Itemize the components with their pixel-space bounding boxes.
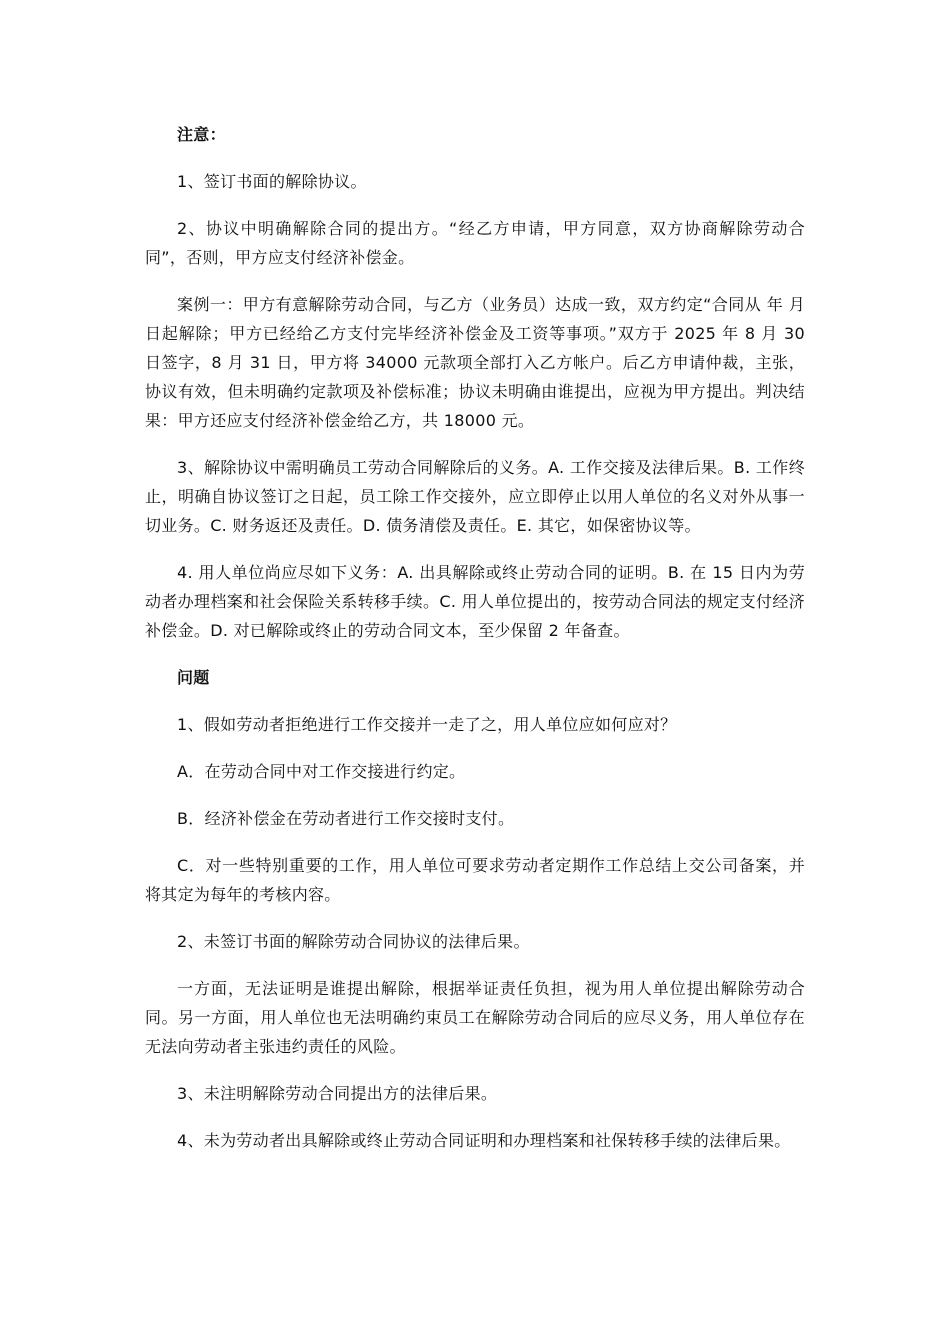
question-3: 3、未注明解除劳动合同提出方的法律后果。 bbox=[177, 1084, 498, 1103]
notice-item-4: 4. 用人单位尚应尽如下义务：A. 出具解除或终止劳动合同的证明。B. 在 15 日内为劳动者办理档案和社会保险关系转移手续。C. 用人单位提出的，按劳动合同法的规定支付经济补偿金。D. 对已解除或终止的劳动合同文本，至少保留 2 年备查。 bbox=[145, 563, 805, 640]
notice-item-3: 3、解除协议中需明确员工劳动合同解除后的义务。A. 工作交接及法律后果。B. 工作终止，明确自协议签订之日起，员工除工作交接外，应立即停止以用人单位的名义对外从事一切业务。C. 财务返还及责任。D. 债务清偿及责任。E. 其它，如保密协议等。 bbox=[145, 458, 805, 535]
notice-item-1: 1、签订书面的解除协议。 bbox=[177, 172, 367, 191]
notice-heading: 注意： bbox=[177, 125, 226, 144]
question-2-answer: 一方面，无法证明是谁提出解除，根据举证责任负担，视为用人单位提出解除劳动合同。另一方面，用人单位也无法明确约束员工在解除劳动合同后的应尽义务，用人单位存在无法向劳动者主张违约责任的风险。 bbox=[145, 979, 805, 1056]
notice-item-2: 2、协议中明确解除合同的提出方。“经乙方申请，甲方同意，双方协商解除劳动合同”，否则，甲方应支付经济补偿金。 bbox=[145, 219, 805, 267]
question-1-option-b: B．经济补偿金在劳动者进行工作交接时支付。 bbox=[177, 809, 515, 828]
question-1: 1、假如劳动者拒绝进行工作交接并一走了之，用人单位应如何应对？ bbox=[177, 715, 677, 734]
question-1-option-c: C．对一些特别重要的工作，用人单位可要求劳动者定期作工作总结上交公司备案，并将其定为每年的考核内容。 bbox=[145, 856, 805, 904]
question-4: 4、未为劳动者出具解除或终止劳动合同证明和办理档案和社保转移手续的法律后果。 bbox=[177, 1131, 791, 1150]
question-2: 2、未签订书面的解除劳动合同协议的法律后果。 bbox=[177, 932, 530, 951]
questions-heading: 问题 bbox=[177, 668, 210, 687]
case-one: 案例一：甲方有意解除劳动合同，与乙方（业务员）达成一致，双方约定“合同从 年 月 日起解除；甲方已经给乙方支付完毕经济补偿金及工资等事项。”双方于 2025 年 8 月 30 日签字，8 月 31 日，甲方将 34000 元款项全部打入乙方帐户。后乙方申请仲裁，主张，协议有效，但未明确约定款项及补偿标准；协议未明确由谁提出，应视为甲方提出。判决结果：甲方还应支付经济补偿金给乙方，共 18000 元。 bbox=[145, 295, 805, 430]
question-1-option-a: A．在劳动合同中对工作交接进行约定。 bbox=[177, 762, 466, 781]
document-page bbox=[145, 120, 805, 1173]
